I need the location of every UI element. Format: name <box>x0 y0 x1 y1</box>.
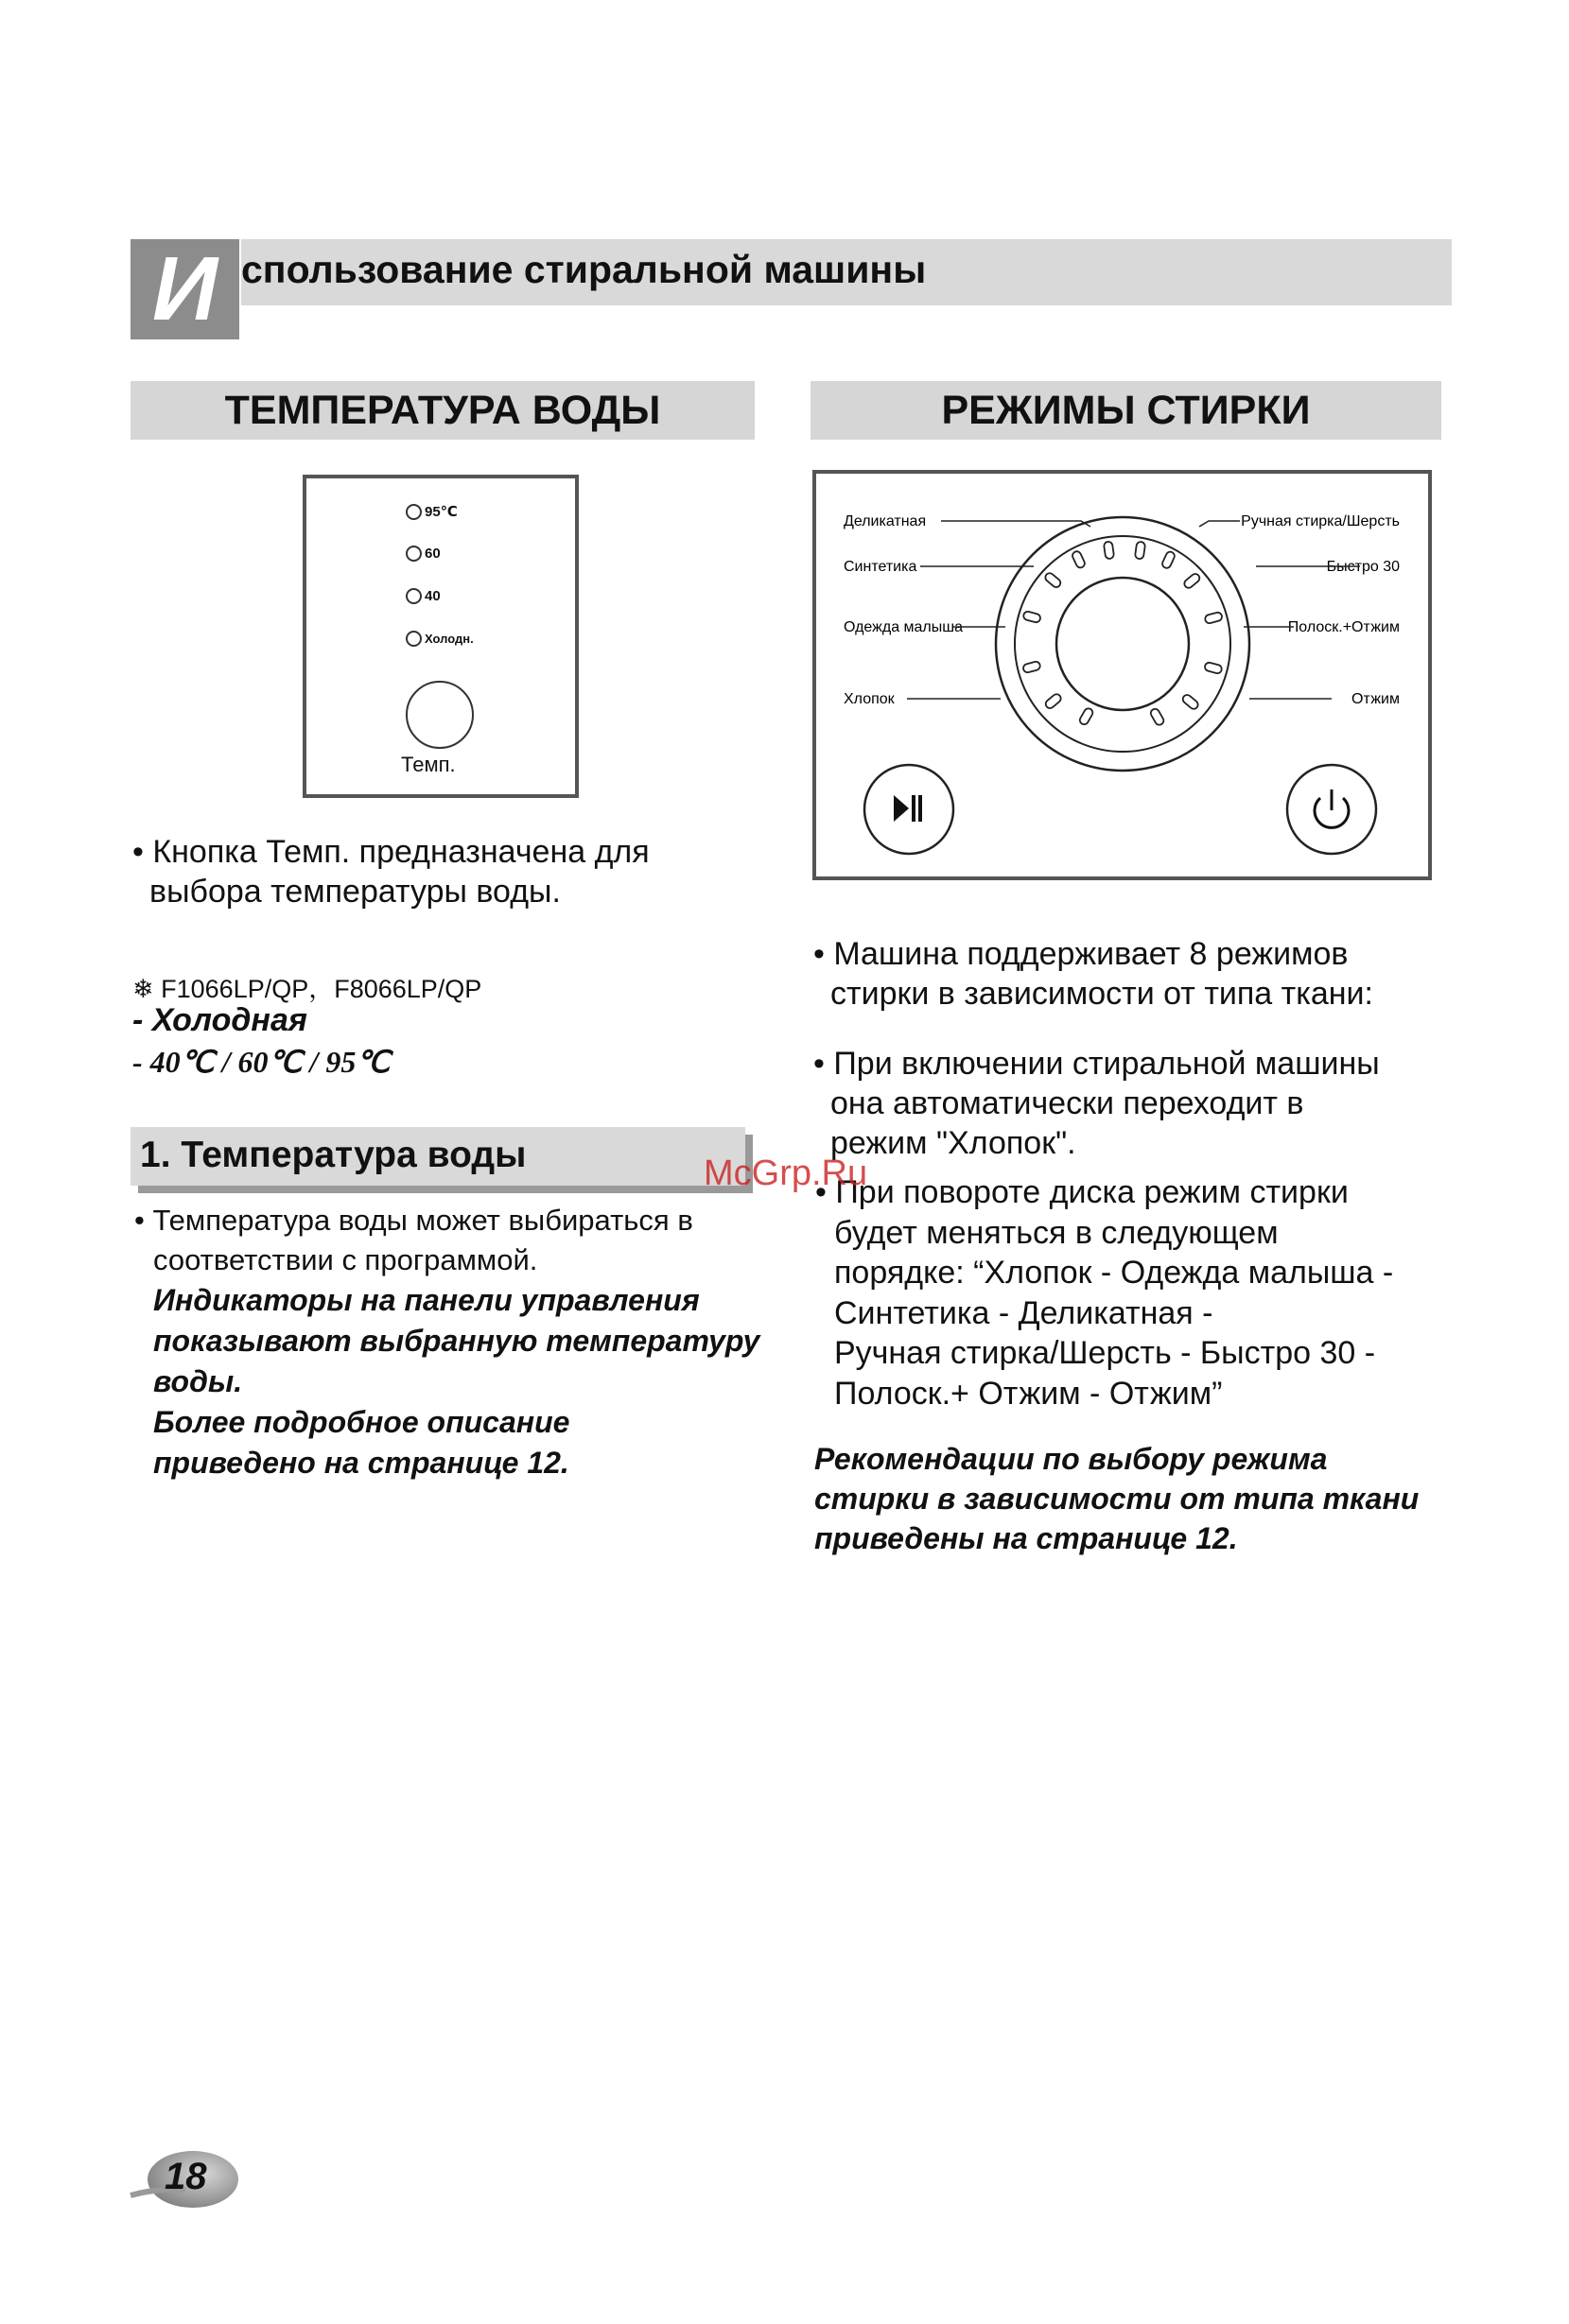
leader-lines <box>907 521 1360 699</box>
indicator-light-icon <box>406 546 422 562</box>
text-line: • При повороте диска режим стирки <box>815 1174 1349 1210</box>
temperature-panel <box>303 475 579 798</box>
text-line: Полоск.+ Отжим - Отжим” <box>834 1375 1223 1412</box>
subsection-title: 1. Температура воды <box>131 1127 745 1186</box>
text-line: выбора температуры воды. <box>149 874 561 910</box>
models-line: ❄ F1066LP/QP，F8066LP/QP <box>132 975 482 1003</box>
temps-line: - 40℃ / 60℃ / 95℃ <box>132 1045 391 1079</box>
label-spin: Отжим <box>1351 691 1400 707</box>
temp-button[interactable] <box>406 681 474 749</box>
temp-button-label: Темп. <box>401 753 456 776</box>
led-label: 95℃ <box>425 504 458 520</box>
program-dial[interactable] <box>1056 578 1189 710</box>
dial-mid-ring <box>1015 536 1230 752</box>
led-95 <box>406 503 458 520</box>
play-pause-icon <box>894 795 922 822</box>
led-label: Холодн. <box>425 632 474 646</box>
text-line: • Машина поддерживает 8 режимов <box>813 936 1349 972</box>
right-bullet-3 <box>815 1172 1393 1413</box>
program-dial-diagram <box>816 474 1428 876</box>
label-quick30: Быстро 30 <box>1326 559 1400 575</box>
start-pause-button[interactable] <box>864 765 953 854</box>
text-line: показывают выбранную температуру <box>153 1324 760 1358</box>
section-title-water-temperature: ТЕМПЕРАТУРА ВОДЫ <box>131 381 755 440</box>
led-cold <box>406 631 474 647</box>
watermark: McGrp.Ru <box>704 1153 868 1193</box>
section-title-wash-programs: РЕЖИМЫ СТИРКИ <box>811 381 1441 440</box>
indicator-light-icon <box>406 631 422 647</box>
power-button[interactable] <box>1287 765 1376 854</box>
label-cotton: Хлопок <box>844 691 895 707</box>
label-delicate: Деликатная <box>844 513 927 529</box>
text-line: • При включении стиральной машины <box>813 1046 1380 1082</box>
text-line: стирки в зависимости от типа ткани: <box>830 976 1373 1012</box>
text-line: приведено на странице 12. <box>153 1446 569 1480</box>
indicator-light-icon <box>406 504 422 520</box>
page-number-badge <box>129 2148 240 2211</box>
dial-outer-ring <box>996 517 1249 771</box>
text-line: порядке: “Хлопок - Одежда малыша - <box>834 1255 1394 1291</box>
led-40 <box>406 588 441 604</box>
text-line: • Кнопка Темп. предназначена для <box>132 834 650 870</box>
label-baby: Одежда малыша <box>844 619 963 635</box>
led-label: 40 <box>425 588 441 604</box>
label-synthetic: Синтетика <box>844 559 917 575</box>
right-bullet-2 <box>813 1044 1380 1163</box>
right-bullet-1 <box>813 934 1373 1014</box>
text-line: • Температура воды может выбираться в <box>134 1204 693 1237</box>
left-bold-note <box>153 1280 759 1483</box>
header-initial-letter: И <box>131 239 239 339</box>
led-label: 60 <box>425 546 441 562</box>
text-line: воды. <box>153 1364 243 1398</box>
program-panel <box>812 470 1432 880</box>
page-title: спользование стиральной машины <box>241 248 927 291</box>
text-line: Ручная стирка/Шерсть - Быстро 30 - <box>834 1335 1376 1371</box>
power-icon <box>1315 789 1349 827</box>
led-60 <box>406 546 441 562</box>
label-rinse-spin: Полоск.+Отжим <box>1287 619 1400 635</box>
text-line: Рекомендации по выбору режима <box>814 1442 1328 1476</box>
text-line: Индикаторы на панели управления <box>153 1283 700 1317</box>
dial-markers <box>1022 541 1223 726</box>
text-line: приведены на странице 12. <box>814 1521 1238 1555</box>
indicator-light-icon <box>406 588 422 604</box>
text-line: соответствии с программой. <box>153 1243 538 1276</box>
text-line: Синтетика - Деликатная - <box>834 1294 1213 1331</box>
text-line: стирки в зависимости от типа ткани <box>814 1482 1420 1516</box>
text-line: она автоматически переходит в <box>830 1085 1304 1121</box>
text-line: будет меняться в следующем <box>834 1214 1279 1251</box>
right-bold-note <box>814 1439 1419 1558</box>
left-bullet-2 <box>134 1201 693 1280</box>
text-line: Более подробное описание <box>153 1405 570 1439</box>
text-line: режим "Хлопок". <box>830 1125 1076 1161</box>
page-number: 18 <box>165 2156 207 2197</box>
left-bullet-1 <box>132 832 650 911</box>
label-hand-wool: Ручная стирка/Шерсть <box>1241 513 1400 529</box>
cold-line: - Холодная <box>132 1002 307 1038</box>
